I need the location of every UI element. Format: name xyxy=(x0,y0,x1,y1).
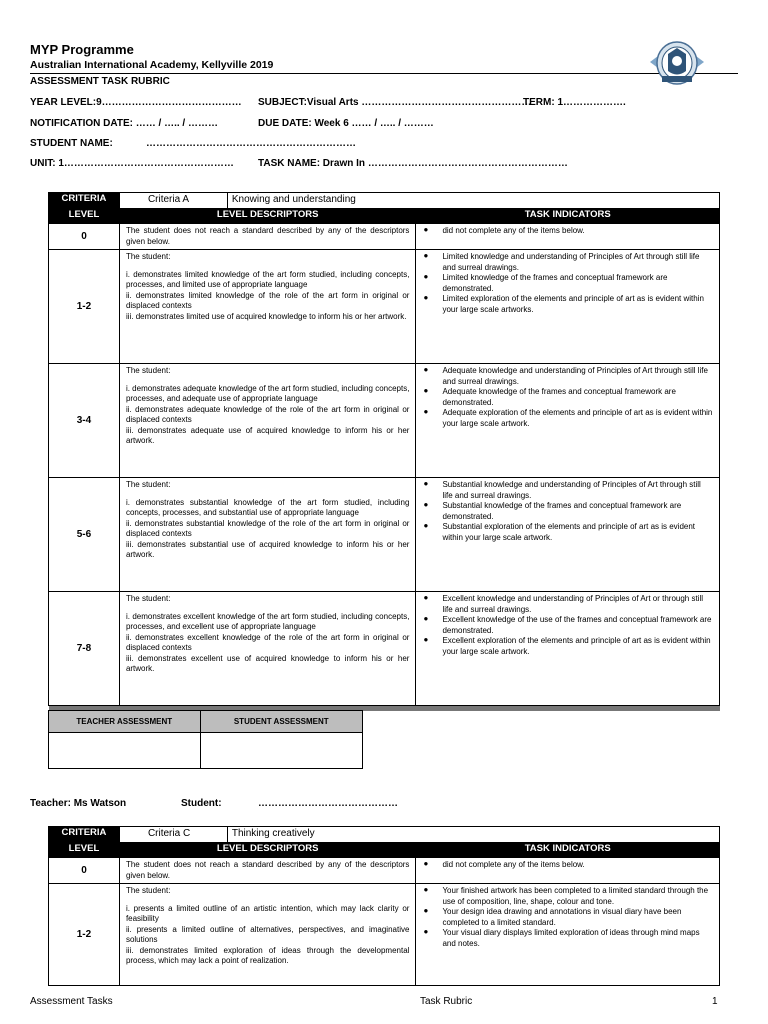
student-name-label: STUDENT NAME: xyxy=(30,138,113,149)
task-indicators xyxy=(416,884,720,986)
level-descriptor xyxy=(119,592,416,706)
descriptors-column-header: LEVEL DESCRIPTORS xyxy=(119,209,416,224)
descriptor-text: iii. demonstrates adequate use of acquired knowledge to inform his or her artwork. xyxy=(125,425,410,446)
task-indicators xyxy=(416,592,720,706)
descriptor-text: i. demonstrates substantial knowledge of the art form studied, including concepts, processes, and substantial use of appropriate language xyxy=(125,497,410,518)
indicator-item: ● Excellent exploration of the elements and principle of art as is evident within your large scale artwork. xyxy=(420,636,713,657)
table-row xyxy=(49,224,720,250)
descriptor-text: i. presents a limited outline of an artistic intention, which may lack clarity or feasibility xyxy=(125,903,410,924)
indicator-item: ● Limited exploration of the elements and principle of art as is evident within your large scale artworks. xyxy=(420,294,713,315)
descriptor-text: ii. presents a limited outline of alternatives, perspectives, and imaginative solutions xyxy=(125,924,410,945)
descriptor-text: ii. demonstrates excellent knowledge of the role of the art form in original or displaced contexts xyxy=(125,632,410,653)
student-label: Student: xyxy=(181,798,222,809)
criteria-a-table xyxy=(48,192,720,711)
subject-field: SUBJECT:Visual Arts …………………………………………… xyxy=(258,97,532,108)
document-type: ASSESSMENT TASK RUBRIC xyxy=(30,76,170,87)
task-indicators xyxy=(416,224,720,250)
notification-date-field: NOTIFICATION DATE: …… / ….. / ……… xyxy=(30,118,218,129)
descriptor-text: iii. demonstrates substantial use of acquired knowledge to inform his or her artwork. xyxy=(125,539,410,560)
student-signature-line: …………………………………… xyxy=(258,798,398,809)
descriptor-text: iii. demonstrates excellent use of acquired knowledge to inform his or her artwork. xyxy=(125,653,410,674)
level-value: 0 xyxy=(49,858,120,884)
descriptors-column-header: LEVEL DESCRIPTORS xyxy=(119,843,416,858)
teacher-assessment-box[interactable] xyxy=(49,733,201,769)
indicator-item: ● Adequate exploration of the elements and principle of art as is evident within your large scale artwork. xyxy=(420,408,713,429)
descriptor-text: The student: xyxy=(125,594,171,604)
task-indicators xyxy=(416,250,720,364)
level-value: 1-2 xyxy=(49,884,120,986)
descriptor-text: The student does not reach a standard described by any of the descriptors given below. xyxy=(125,226,410,246)
indicator-item: ● did not complete any of the items below. xyxy=(420,226,713,237)
level-descriptor xyxy=(119,858,416,884)
criteria-name: Criteria A xyxy=(119,193,227,209)
descriptor-text: ii. demonstrates substantial knowledge of the role of the art form in original or displaced contexts xyxy=(125,518,410,539)
unit-field: UNIT: 1…………………………………………… xyxy=(30,158,234,169)
descriptor-text: iii. demonstrates limited use of acquired knowledge to inform his or her artwork. xyxy=(125,311,407,321)
level-descriptor xyxy=(119,364,416,478)
indicator-item: ● Your visual diary displays limited exploration of ideas through mind maps and notes. xyxy=(420,928,713,949)
table-row xyxy=(49,592,720,706)
descriptor-text: The student: xyxy=(125,480,171,490)
criteria-title: Thinking creatively xyxy=(227,827,719,843)
indicators-column-header: TASK INDICATORS xyxy=(416,843,720,858)
task-indicators xyxy=(416,858,720,884)
level-value: 5-6 xyxy=(49,478,120,592)
descriptor-text: The student: xyxy=(125,886,171,896)
indicator-item: ● Excellent knowledge of the use of the frames and conceptual framework are demonstrated. xyxy=(420,615,713,636)
table-row xyxy=(49,364,720,478)
teacher-assessment-header: TEACHER ASSESSMENT xyxy=(49,711,201,733)
assessment-boxes xyxy=(48,710,363,769)
descriptor-text: i. demonstrates adequate knowledge of the art form studied, including concepts, processes, and adequate use of appropriate language xyxy=(125,383,410,404)
year-level-field: YEAR LEVEL:9…………………………………… xyxy=(30,97,242,108)
descriptor-text: The student: xyxy=(125,366,171,376)
table-row xyxy=(49,858,720,884)
level-descriptor xyxy=(119,478,416,592)
page-number: 1 xyxy=(712,996,718,1007)
level-value: 7-8 xyxy=(49,592,120,706)
descriptor-text: iii. demonstrates limited exploration of ideas through the developmental process, which may lack a point of realization. xyxy=(125,945,410,966)
criteria-c-table xyxy=(48,826,720,986)
level-descriptor xyxy=(119,884,416,986)
indicator-item: ● Your design idea drawing and annotations in visual diary have been completed to a limited standard. xyxy=(420,907,713,928)
header-divider xyxy=(30,73,738,74)
level-value: 0 xyxy=(49,224,120,250)
teacher-name: Teacher: Ms Watson xyxy=(30,798,127,809)
student-assessment-box[interactable] xyxy=(200,733,362,769)
descriptor-text: ii. demonstrates adequate knowledge of the role of the art form in original or displaced contexts xyxy=(125,404,410,425)
indicator-item: ● Adequate knowledge of the frames and conceptual framework are demonstrated. xyxy=(420,387,713,408)
descriptor-text: The student does not reach a standard described by any of the descriptors given below. xyxy=(125,860,410,880)
level-column-header: LEVEL xyxy=(49,209,120,224)
due-date-field: DUE DATE: Week 6 …… / ….. / ……… xyxy=(258,118,434,129)
footer-center: Task Rubric xyxy=(420,996,473,1007)
indicator-item: ● Substantial exploration of the elements and principle of art as is evident within your large scale artwork. xyxy=(420,522,713,543)
descriptor-text: ii. demonstrates limited knowledge of the role of the art form in original or displaced contexts xyxy=(125,290,410,311)
student-assessment-header: STUDENT ASSESSMENT xyxy=(200,711,362,733)
indicator-item: ● Substantial knowledge and understanding of Principles of Art through still life and surreal drawings. xyxy=(420,480,713,501)
descriptor-text: The student: xyxy=(125,252,171,262)
task-indicators xyxy=(416,478,720,592)
level-value: 1-2 xyxy=(49,250,120,364)
task-name-field: TASK NAME: Drawn In …………………………………………………… xyxy=(258,158,568,169)
criteria-label: CRITERIA xyxy=(49,827,120,843)
footer-left: Assessment Tasks xyxy=(30,996,113,1007)
term-field: TERM: 1………………. xyxy=(523,97,626,108)
indicator-item: ● Limited knowledge and understanding of Principles of Art through still life and surreal drawings. xyxy=(420,252,713,273)
criteria-name: Criteria C xyxy=(119,827,227,843)
indicator-item: ● Limited knowledge of the frames and conceptual framework are demonstrated. xyxy=(420,273,713,294)
indicator-item: ● Excellent knowledge and understanding of Principles of Art or through still life and surreal drawings. xyxy=(420,594,713,615)
level-value: 3-4 xyxy=(49,364,120,478)
criteria-label: CRITERIA xyxy=(49,193,120,209)
indicator-item: ● did not complete any of the items below. xyxy=(420,860,713,871)
indicator-item: ● Your finished artwork has been completed to a limited standard through the use of composition, line, shape, colour and tone. xyxy=(420,886,713,907)
table-row xyxy=(49,478,720,592)
table-row xyxy=(49,884,720,986)
level-descriptor xyxy=(119,250,416,364)
criteria-title: Knowing and understanding xyxy=(227,193,719,209)
indicator-item: ● Substantial knowledge of the frames and conceptual framework are demonstrated. xyxy=(420,501,713,522)
table-row xyxy=(49,250,720,364)
indicator-item: ● Adequate knowledge and understanding of Principles of Art through still life and surreal drawings. xyxy=(420,366,713,387)
indicators-column-header: TASK INDICATORS xyxy=(416,209,720,224)
programme-title: MYP Programme xyxy=(30,42,134,57)
level-column-header: LEVEL xyxy=(49,843,120,858)
descriptor-text: i. demonstrates excellent knowledge of the art form studied, including concepts, processes, and excellent use of appropriate language xyxy=(125,611,410,632)
school-name: Australian International Academy, Kellyville 2019 xyxy=(30,59,274,71)
level-descriptor xyxy=(119,224,416,250)
task-indicators xyxy=(416,364,720,478)
student-name-line: ……………………………………………………… xyxy=(146,138,356,149)
school-crest-logo xyxy=(648,38,706,86)
descriptor-text: i. demonstrates limited knowledge of the art form studied, including concepts, processes, and limited use of appropriate language xyxy=(125,269,410,290)
